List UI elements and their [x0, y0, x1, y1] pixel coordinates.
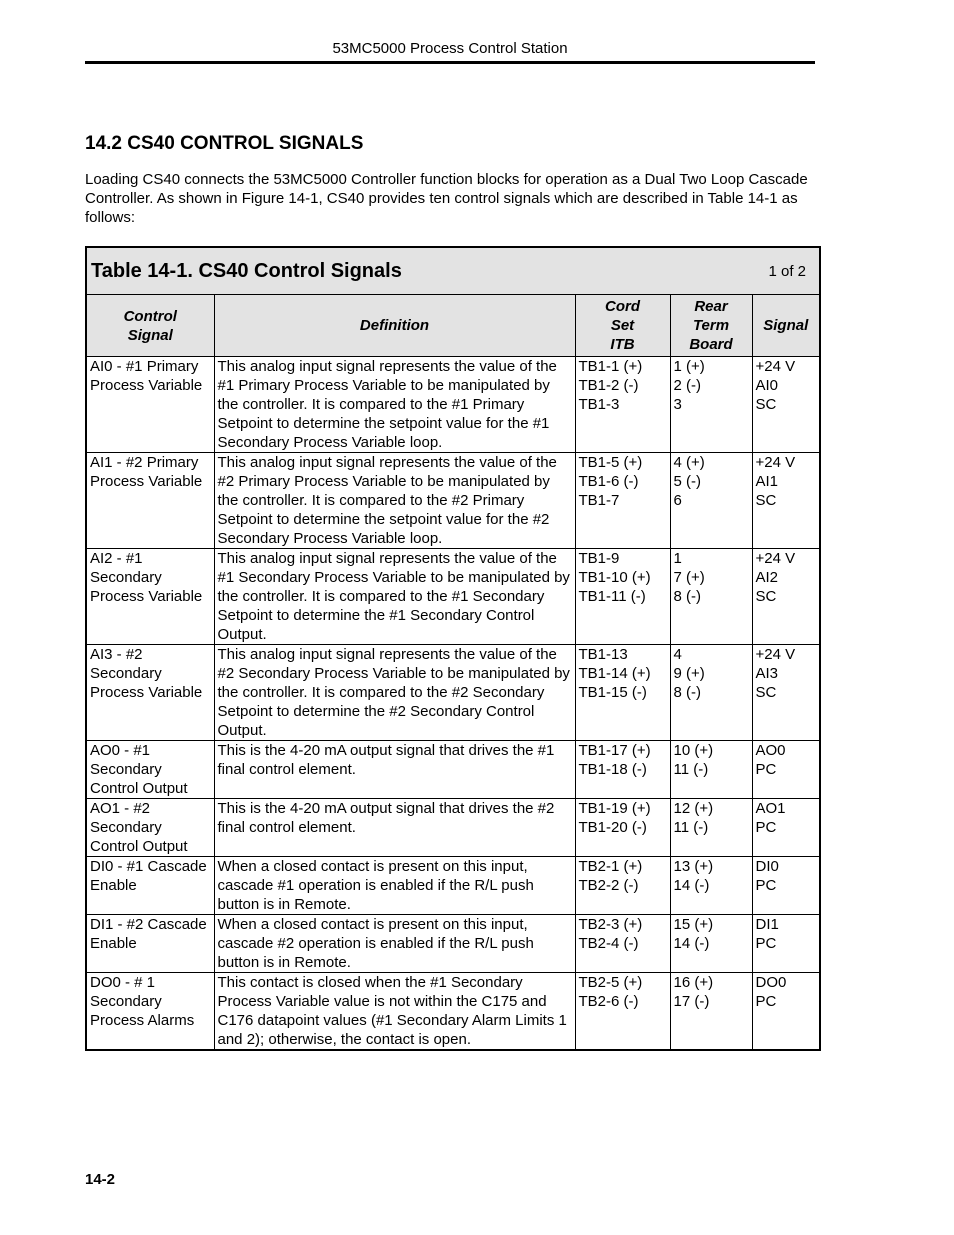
cell-control-signal: DI1 - #2 Cascade Enable: [86, 915, 214, 973]
cell-cord-set-itb: TB1-1 (+) TB1-2 (-) TB1-3: [575, 357, 670, 453]
cell-definition: When a closed contact is present on this input, cascade #1 operation is enabled if the R/L push button is in Remote.: [214, 857, 575, 915]
cell-rear-term-board: 15 (+) 14 (-): [670, 915, 752, 973]
cell-definition: This contact is closed when the #1 Secondary Process Variable value is not within the C175 and C176 datapoint values (#1 Secondary Alarm Limits 1 and 2); otherwise, the contact is open.: [214, 973, 575, 1051]
cell-control-signal: AI3 - #2 Secondary Process Variable: [86, 645, 214, 741]
cell-rear-term-board: 12 (+) 11 (-): [670, 799, 752, 857]
cell-definition: This analog input signal represents the value of the #1 Secondary Process Variable to be manipulated by the controller. It is compared to the #1 Secondary Setpoint to determine the #1 Secondary Control Output.: [214, 549, 575, 645]
running-header: 53MC5000 Process Control Station: [332, 40, 568, 57]
cell-cord-set-itb: TB2-5 (+) TB2-6 (-): [575, 973, 670, 1051]
table-row: [86, 799, 820, 857]
cell-rear-term-board: 4 9 (+) 8 (-): [670, 645, 752, 741]
cell-rear-term-board: 10 (+) 11 (-): [670, 741, 752, 799]
cell-definition: When a closed contact is present on this input, cascade #2 operation is enabled if the R/L push button is in Remote.: [214, 915, 575, 973]
cell-cord-set-itb: TB1-19 (+) TB1-20 (-): [575, 799, 670, 857]
cell-cord-set-itb: TB2-3 (+) TB2-4 (-): [575, 915, 670, 973]
cell-definition: This is the 4-20 mA output signal that drives the #1 final control element.: [214, 741, 575, 799]
cell-definition: This analog input signal represents the value of the #2 Primary Process Variable to be manipulated by the controller. It is compared to the #2 Primary Setpoint to determine the setpoint value for the #2 Secondary Process Variable loop.: [214, 453, 575, 549]
cell-definition: This analog input signal represents the value of the #2 Secondary Process Variable to be manipulated by the controller. It is compared to the #2 Secondary Setpoint to determine the #2 Secondary Control Output.: [214, 645, 575, 741]
cell-definition: This analog input signal represents the value of the #1 Primary Process Variable to be manipulated by the controller. It is compared to the #1 Primary Setpoint to determine the setpoint value for the #1 Secondary Process Variable loop.: [214, 357, 575, 453]
table-row: [86, 857, 820, 915]
cell-control-signal: DO0 - # 1 Secondary Process Alarms: [86, 973, 214, 1051]
control-signals-table: [85, 246, 821, 1051]
table-row: [86, 915, 820, 973]
cell-signal: +24 V AI2 SC: [752, 549, 820, 645]
cell-control-signal: AI1 - #2 Primary Process Variable: [86, 453, 214, 549]
cell-signal: DO0 PC: [752, 973, 820, 1051]
header-rear-term-board: Rear Term Board: [670, 295, 752, 357]
cell-signal: AO1 PC: [752, 799, 820, 857]
cell-control-signal: AI0 - #1 Primary Process Variable: [86, 357, 214, 453]
cell-control-signal: DI0 - #1 Cascade Enable: [86, 857, 214, 915]
table-row: [86, 645, 820, 741]
table-header-row: [86, 295, 820, 357]
header-signal: Signal: [752, 295, 820, 357]
table-row: [86, 453, 820, 549]
page-number: 14-2: [85, 1171, 116, 1188]
cell-cord-set-itb: TB1-9 TB1-10 (+) TB1-11 (-): [575, 549, 670, 645]
header-cord-set-itb: Cord Set ITB: [575, 295, 670, 357]
table-row: [86, 357, 820, 453]
cell-signal: +24 V AI0 SC: [752, 357, 820, 453]
cell-control-signal: AO1 - #2 Secondary Control Output: [86, 799, 214, 857]
cell-rear-term-board: 4 (+) 5 (-) 6: [670, 453, 752, 549]
table-row: [86, 741, 820, 799]
cell-rear-term-board: 16 (+) 17 (-): [670, 973, 752, 1051]
cell-signal: DI0 PC: [752, 857, 820, 915]
header-control-signal: Control Signal: [86, 295, 214, 357]
table-caption: [86, 247, 820, 295]
control-signals-table-wrap: [85, 246, 819, 1051]
header-definition: Definition: [214, 295, 575, 357]
cell-cord-set-itb: TB1-13 TB1-14 (+) TB1-15 (-): [575, 645, 670, 741]
cell-signal: +24 V AI1 SC: [752, 453, 820, 549]
cell-signal: DI1 PC: [752, 915, 820, 973]
cell-rear-term-board: 1 (+) 2 (-) 3: [670, 357, 752, 453]
cell-definition: This is the 4-20 mA output signal that drives the #2 final control element.: [214, 799, 575, 857]
cell-control-signal: AI2 - #1 Secondary Process Variable: [86, 549, 214, 645]
cell-cord-set-itb: TB1-17 (+) TB1-18 (-): [575, 741, 670, 799]
cell-control-signal: AO0 - #1 Secondary Control Output: [86, 741, 214, 799]
table-caption-row: [86, 247, 820, 295]
table-title: Table 14-1. CS40 Control Signals: [91, 259, 402, 282]
header-rule: [85, 61, 815, 64]
cell-signal: +24 V AI3 SC: [752, 645, 820, 741]
table-row: [86, 549, 820, 645]
intro-paragraph: Loading CS40 connects the 53MC5000 Controller function blocks for operation as a Dual Two Loop Cascade Controller. As shown in Figure 14-1, CS40 provides ten control signals which are described in Table 14-1 as follows:: [85, 171, 808, 226]
section-title: 14.2 CS40 CONTROL SIGNALS: [85, 133, 364, 154]
cell-rear-term-board: 13 (+) 14 (-): [670, 857, 752, 915]
cell-signal: AO0 PC: [752, 741, 820, 799]
table-page-indicator: 1 of 2: [768, 262, 807, 280]
cell-cord-set-itb: TB2-1 (+) TB2-2 (-): [575, 857, 670, 915]
table-row: [86, 973, 820, 1051]
cell-rear-term-board: 1 7 (+) 8 (-): [670, 549, 752, 645]
cell-cord-set-itb: TB1-5 (+) TB1-6 (-) TB1-7: [575, 453, 670, 549]
